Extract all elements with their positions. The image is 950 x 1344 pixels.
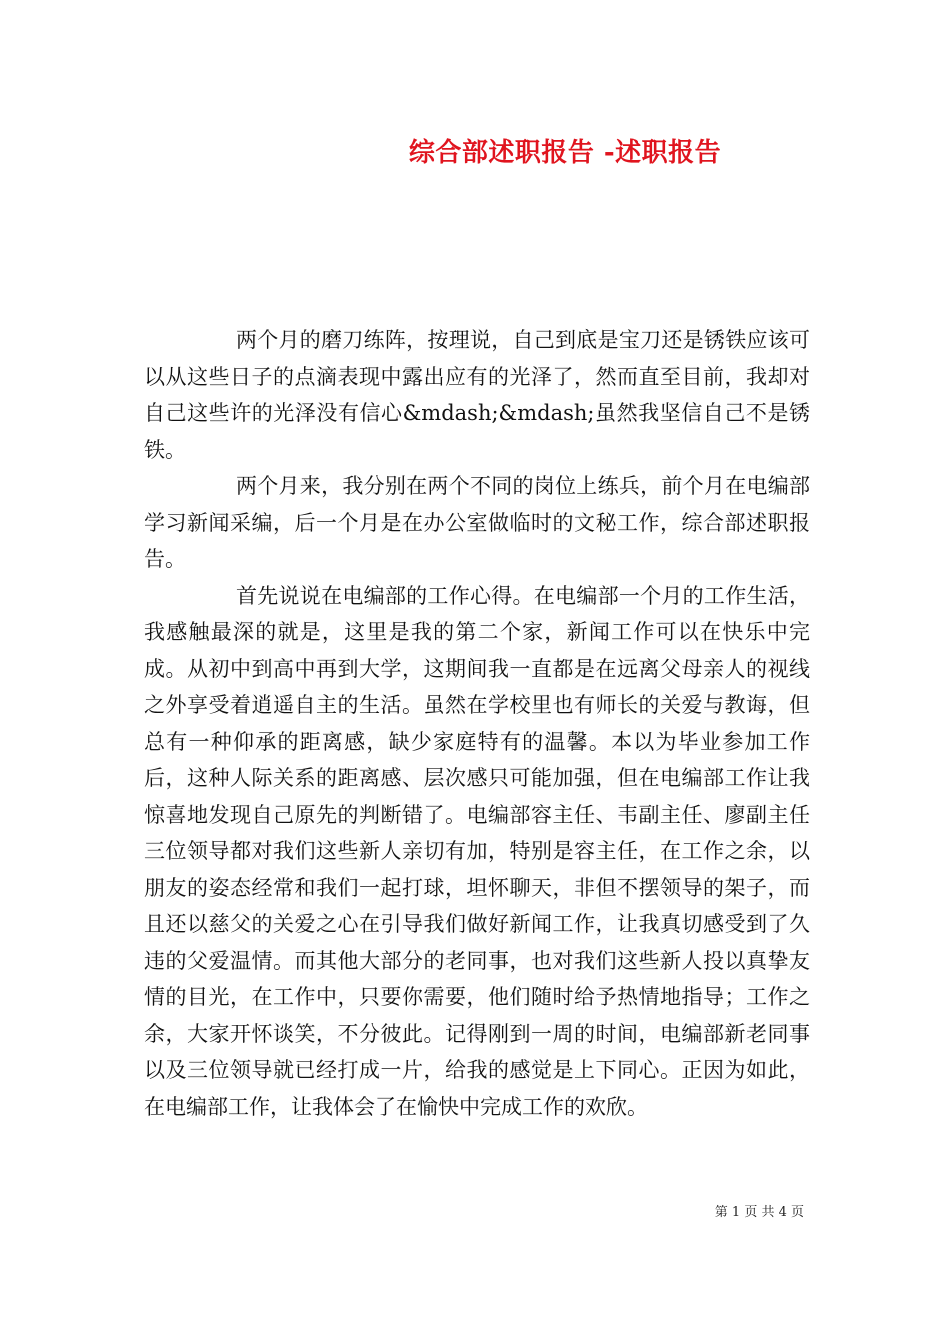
paragraph-3: 首先说说在电编部的工作心得。在电编部一个月的工作生活，我感触最深的就是，这里是我的第二个家，新闻工作可以在快乐中完成。从初中到高中再到大学，这期间我一直都是在远离父母亲人的视线之外享受着逍遥自主的生活。虽然在学校里也有师长的关爱与教诲，但总有一种仰承的距离感，缺少家庭特有的温馨。本以为毕业参加工作后，这种人际关系的距离感、层次感只可能加强，但在电编部工作让我惊喜地发现自己原先的判断错了。电编部容主任、韦副主任、廖副主任三位领导都对我们这些新人亲切有加，特别是容主任，在工作之余，以朋友的姿态经常和我们一起打球，坦怀聊天，非但不摆领导的架子，而且还以慈父的关爱之心在引导我们做好新闻工作，让我真切感受到了久违的父爱温情。而其他大部分的老同事，也对我们这些新人投以真挚友情的目光，在工作中，只要你需要，他们随时给予热情地指导；工作之余，大家开怀谈笑，不分彼此。记得刚到一周的时间，电编部新老同事以及三位领导就已经打成一片，给我的感觉是上下同心。正因为如此，在电编部工作，让我体会了在愉快中完成工作的欢欣。 bbox=[144, 583, 810, 1119]
page-number-footer: 第 1 页 共 4 页 bbox=[714, 1205, 804, 1220]
paragraph-2: 两个月来，我分别在两个不同的岗位上练兵，前个月在电编部学习新闻采编，后一个月是在办公室做临时的文秘工作，综合部述职报告。 bbox=[144, 474, 810, 571]
document-title: 综合部述职报告 -述职报告 bbox=[408, 138, 722, 168]
paragraph-1: 两个月的磨刀练阵，按理说，自己到底是宝刀还是锈铁应该可以从这些日子的点滴表现中露出应有的光泽了，然而直至目前，我却对自己这些许的光泽没有信心&mdash;&mdash;虽然我坚信自己不是锈铁。 bbox=[144, 328, 810, 462]
document-body bbox=[144, 322, 810, 1125]
